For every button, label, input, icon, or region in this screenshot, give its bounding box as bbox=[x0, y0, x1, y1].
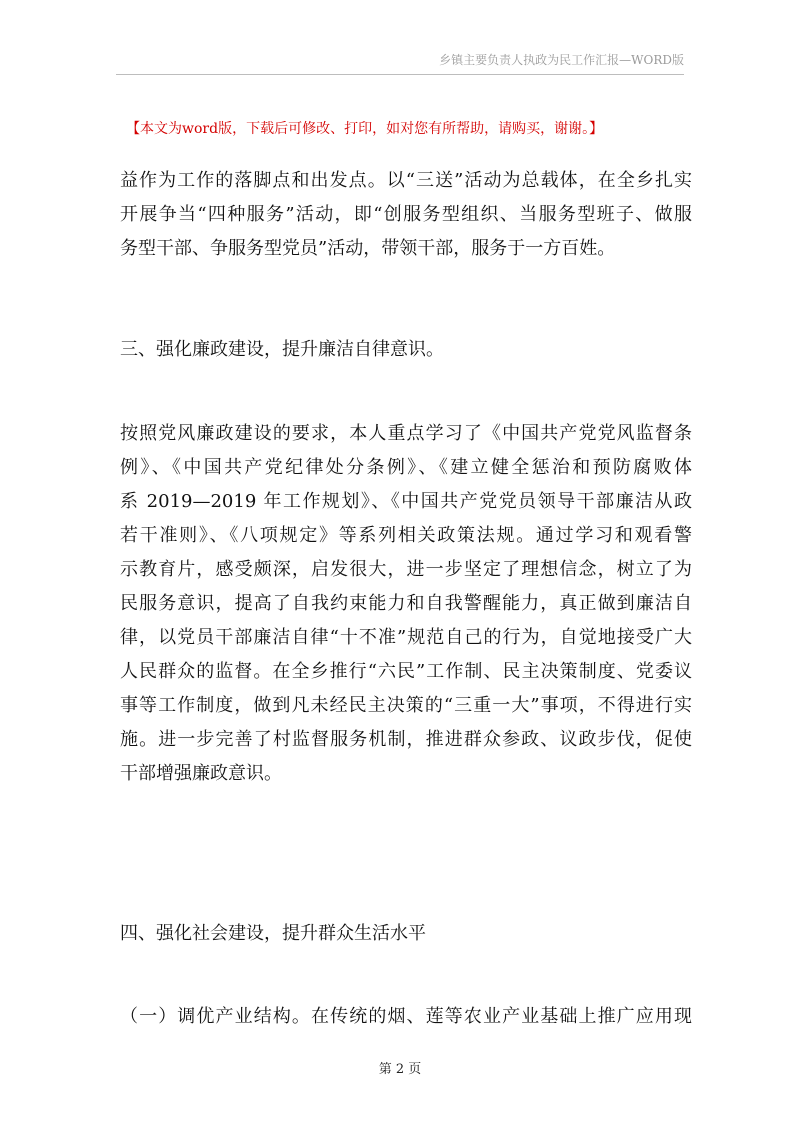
text-line: 律，以党员干部廉洁自律“十不准”规范自己的行为，自觉地接受广大 bbox=[120, 627, 692, 648]
paragraph-service bbox=[120, 164, 692, 266]
paragraph-industry bbox=[120, 1000, 692, 1034]
purchase-notice: 【本文为word版，下载后可修改、打印，如对您有所帮助，请购买，谢谢。】 bbox=[126, 121, 604, 137]
paragraph-integrity bbox=[120, 417, 692, 791]
text-line: 务型干部、争服务型党员”活动，带领干部，服务于一方百姓。 bbox=[120, 238, 616, 259]
page-header bbox=[116, 50, 684, 75]
text-line: 若干准则》、《八项规定》等系列相关政策法规。通过学习和观看警 bbox=[120, 525, 692, 546]
text-line: 示教育片，感受颇深，启发很大，进一步坚定了理想信念，树立了为 bbox=[120, 559, 692, 580]
text-line: 系 2019—2019 年工作规划》、《中国共产党党员领导干部廉洁从政 bbox=[120, 491, 692, 512]
text-line: 人民群众的监督。在全乡推行“六民”工作制、民主决策制度、党委议 bbox=[120, 661, 692, 682]
heading-text: 四、强化社会建设，提升群众生活水平 bbox=[120, 923, 426, 944]
page-footer bbox=[0, 1058, 800, 1077]
text-line: 民服务意识，提高了自我约束能力和自我警醒能力，真正做到廉洁自 bbox=[120, 593, 692, 614]
text-line: 按照党风廉政建设的要求，本人重点学习了《中国共产党党风监督条 bbox=[120, 423, 692, 444]
text-line: 事等工作制度，做到凡未经民主决策的“三重一大”事项，不得进行实 bbox=[120, 695, 692, 716]
text-line: 干部增强廉政意识。 bbox=[120, 763, 282, 784]
text-line: 施。进一步完善了村监督服务机制，推进群众参政、议政步伐，促使 bbox=[120, 729, 692, 750]
text-line: 益作为工作的落脚点和出发点。以“三送”活动为总载体，在全乡扎实 bbox=[120, 170, 692, 191]
header-title: 乡镇主要负责人执政为民工作汇报—WORD版 bbox=[439, 53, 684, 67]
heading-text: 三、强化廉政建设，提升廉洁自律意识。 bbox=[120, 339, 444, 360]
section-heading-4 bbox=[120, 917, 692, 951]
page-number: 第 2 页 bbox=[378, 1062, 422, 1077]
text-line: （一）调优产业结构。在传统的烟、莲等农业产业基础上推广应用现 bbox=[120, 1006, 692, 1027]
section-heading-3 bbox=[120, 333, 692, 367]
text-line: 开展争当“四种服务”活动，即“创服务型组织、当服务型班子、做服 bbox=[120, 204, 692, 225]
text-line: 例》、《中国共产党纪律处分条例》、《建立健全惩治和预防腐败体 bbox=[120, 457, 692, 478]
